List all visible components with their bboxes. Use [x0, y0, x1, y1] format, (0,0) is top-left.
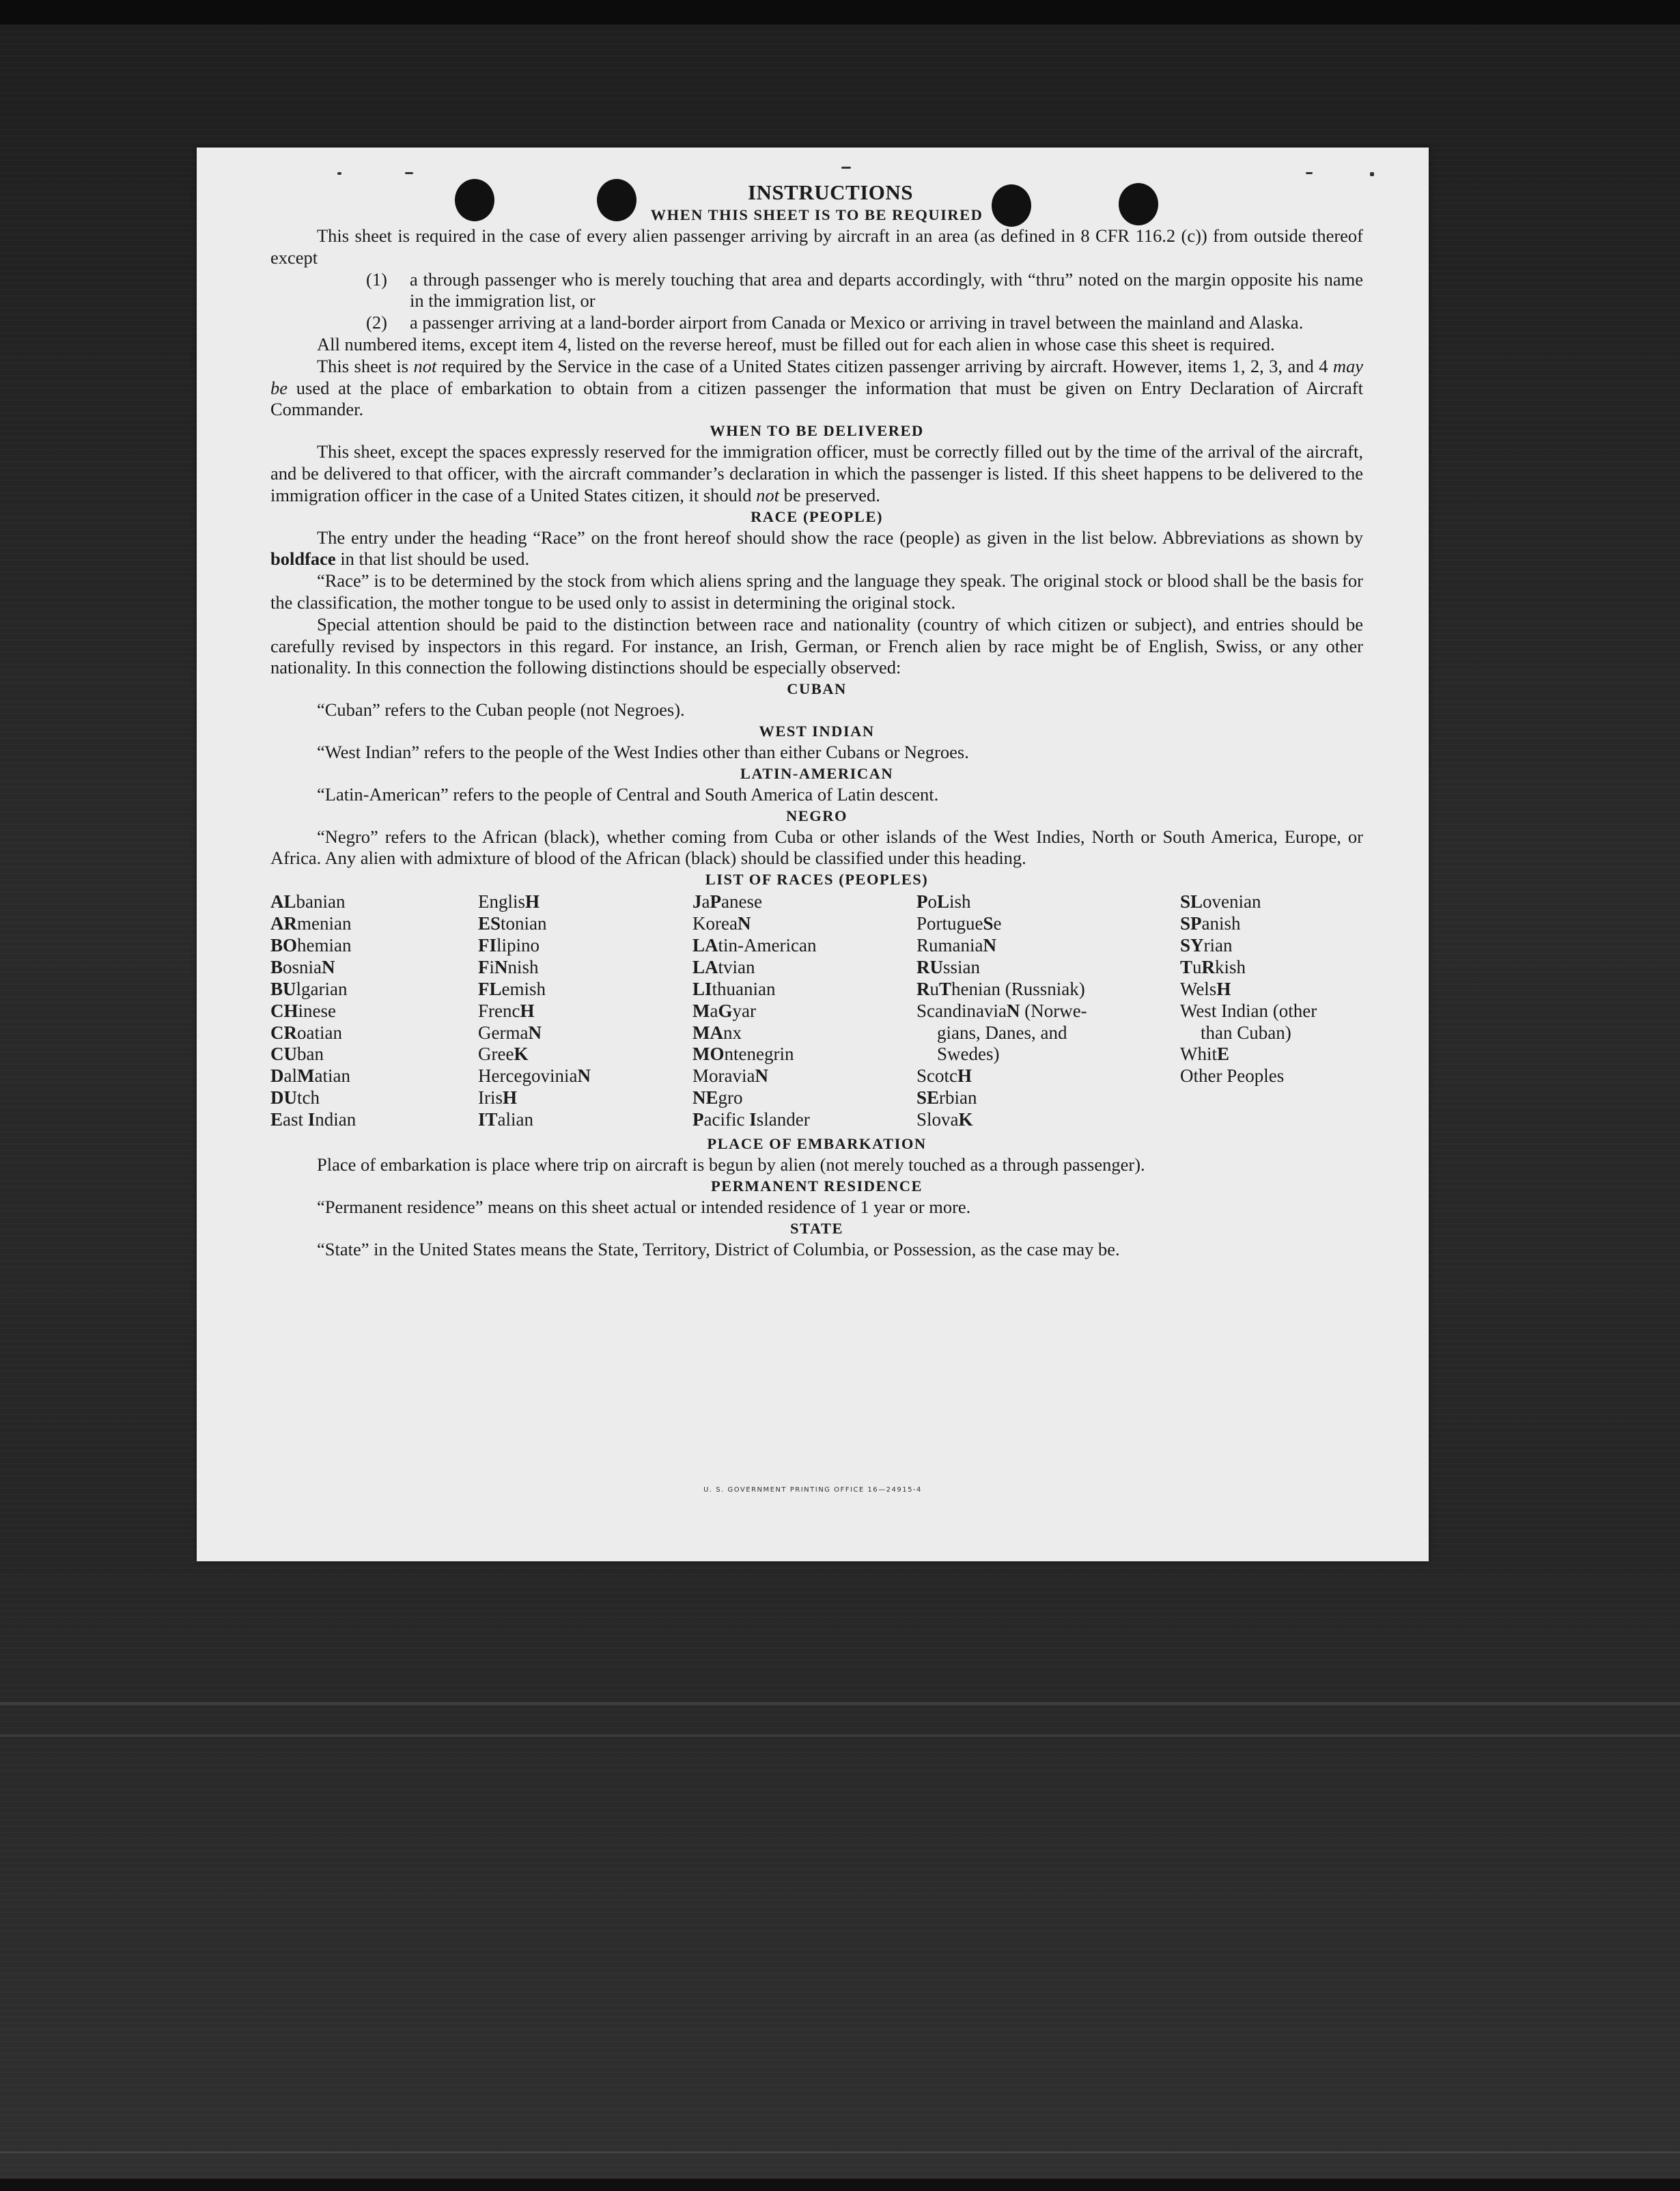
race-entry: CRoatian: [270, 1022, 342, 1043]
race-entry: RUssian: [916, 956, 980, 977]
race-entry: West Indian (other than Cuban): [1180, 1000, 1317, 1043]
race-column: [478, 891, 692, 1131]
dust-speck: [337, 172, 341, 175]
paragraph: “Race” is to be determined by the stock from which aliens spring and the language they speak. The original stock or blood shall be the basis for the classification, the mother tongue to be used only to assist in determining the original stock.: [270, 570, 1363, 613]
race-entry: DalMatian: [270, 1065, 350, 1087]
dust-speck: [841, 167, 851, 169]
race-entry: ITalian: [478, 1109, 534, 1130]
section-heading-cuban: CUBAN: [787, 680, 847, 698]
race-entry: SLovenian: [1180, 891, 1261, 912]
race-entry: EStonian: [478, 913, 547, 934]
race-entry: PortugueSe: [916, 913, 1002, 934]
race-entry: BOhemian: [270, 934, 352, 955]
race-entry: SYrian: [1180, 934, 1233, 955]
text-run: be preserved.: [779, 484, 880, 505]
section-heading-latin-american: LATIN-AMERICAN: [740, 764, 894, 782]
race-entry: WelsH: [1180, 978, 1231, 999]
item-number: (2): [366, 312, 387, 333]
race-entry: LAtin-American: [692, 934, 817, 955]
race-entry: MOntenegrin: [692, 1044, 794, 1065]
race-entry: JaPanese: [692, 891, 762, 912]
race-entry: GermaN: [478, 1022, 542, 1043]
emphasis: not: [756, 484, 780, 505]
section-heading-place-of-embarkation: PLACE OF EMBARKATION: [707, 1135, 927, 1153]
section-heading-list-of-races: LIST OF RACES (PEOPLES): [705, 871, 929, 889]
race-entry: FrencH: [478, 1000, 535, 1021]
paragraph: This sheet is required in the case of every alien passenger arriving by aircraft in an area (as defined in 8 CFR 116.2 (c)) from outside thereof except: [270, 225, 1363, 268]
race-entry: LAtvian: [692, 956, 755, 977]
race-entry: IrisH: [478, 1087, 518, 1108]
race-column: [916, 891, 1180, 1131]
section-heading-permanent-residence: PERMANENT RESIDENCE: [710, 1177, 923, 1195]
text-run: in that list should be used.: [335, 548, 530, 570]
race-entry: MoraviaN: [692, 1065, 768, 1087]
race-entry: WhitE: [1180, 1044, 1230, 1065]
section-heading-when-required: WHEN THIS SHEET IS TO BE REQUIRED: [650, 206, 983, 223]
race-entry: SErbian: [916, 1087, 977, 1108]
paragraph: [270, 356, 1363, 421]
race-column: [270, 891, 478, 1131]
section-heading-negro: NEGRO: [785, 807, 848, 824]
race-column: [692, 891, 916, 1131]
text-run: This sheet, except the spaces expressly reserved for the immigration officer, must be correctly filled out by the time of the arrival of the aircraft, and be delivered to that officer, with the aircraft commander’s declaration in which the passenger is listed. If this sheet happens to be delivered to the immigration officer in the case of a United States citizen, it should: [270, 441, 1363, 505]
race-entry: FIlipino: [478, 934, 540, 955]
paragraph: [270, 527, 1363, 571]
paragraph: Place of embarkation is place where trip on aircraft is begun by alien (not merely touched as a through passenger).: [317, 1154, 1145, 1175]
paragraph: “West Indian” refers to the people of the West Indies other than either Cubans or Negroes.: [317, 741, 969, 762]
item-text: a passenger arriving at a land-border airport from Canada or Mexico or arriving in travel between the mainland and Alaska.: [410, 312, 1304, 333]
section-heading-when-delivered: WHEN TO BE DELIVERED: [710, 422, 924, 440]
dust-speck: [1306, 172, 1313, 174]
race-entry: DUtch: [270, 1087, 320, 1108]
race-entry: HercegoviniaN: [478, 1065, 591, 1087]
race-entry: FiNnish: [478, 956, 539, 977]
paragraph: “Permanent residence” means on this sheet actual or intended residence of 1 year or more.: [317, 1196, 971, 1217]
race-entry: MaGyar: [692, 1000, 756, 1021]
race-entry: ALbanian: [270, 891, 346, 912]
emphasis: not: [413, 355, 437, 376]
race-entry: SPanish: [1180, 913, 1241, 934]
paragraph: “Cuban” refers to the Cuban people (not Negroes).: [317, 699, 685, 721]
race-entry: FLemish: [478, 978, 546, 999]
race-entry: EnglisH: [478, 891, 540, 912]
list-item: [270, 269, 1363, 313]
instructions-content: [270, 180, 1363, 1260]
race-entry: Other Peoples: [1180, 1065, 1285, 1087]
document-sheet: [197, 148, 1429, 1561]
race-entry: Pacific Islander: [692, 1109, 810, 1130]
section-heading-state: STATE: [790, 1219, 843, 1237]
race-entry: PoLish: [916, 891, 971, 912]
race-entry: NEgro: [692, 1087, 743, 1108]
dust-speck: [1370, 172, 1374, 176]
paragraph: [270, 441, 1363, 506]
race-entry: ScotcH: [916, 1065, 972, 1087]
item-text: a through passenger who is merely touching that area and departs accordingly, with “thru” noted on the margin opposite his name in the immigration list, or: [410, 268, 1363, 311]
text-run: The entry under the heading “Race” on the front hereof should show the race (people) as given in the list below. Abbreviations as shown by: [317, 527, 1363, 548]
race-entry: ScandinaviaN (Norwe- gians, Danes, and Swedes): [916, 1000, 1087, 1065]
page-title: INSTRUCTIONS: [747, 180, 913, 204]
list-item: [270, 312, 1363, 334]
emphasis: may be: [270, 355, 1363, 398]
text-run: used at the place of embarkation to obtain from a citizen passenger the information that must be given on Entry Declaration of Aircraft Commander.: [270, 377, 1363, 420]
scan-border-bottom: [0, 2179, 1680, 2191]
paragraph: “Latin-American” refers to the people of Central and South America of Latin descent.: [317, 783, 939, 805]
race-entry: RumaniaN: [916, 934, 996, 955]
race-entry: RuThenian (Russniak): [916, 978, 1085, 999]
race-entry: CUban: [270, 1044, 324, 1065]
section-heading-west-indian: WEST INDIAN: [759, 722, 875, 740]
race-column: [1180, 891, 1363, 1131]
dust-speck: [405, 172, 413, 174]
printer-imprint: U. S. GOVERNMENT PRINTING OFFICE 16—24915-4: [703, 1486, 922, 1494]
paragraph: Special attention should be paid to the distinction between race and nationality (country of which citizen or subject), and entries should be carefully revised by inspectors in this regard. For instance, an Irish, German, or French alien by race might be of English, Swiss, or any other nationality. In this connection the following distinctions should be especially observed:: [270, 613, 1363, 678]
bold-term: boldface: [270, 548, 336, 570]
race-list: [270, 891, 1363, 1131]
section-heading-race: RACE (PEOPLE): [751, 507, 883, 525]
race-entry: LIthuanian: [692, 978, 776, 999]
race-entry: East Indian: [270, 1109, 356, 1130]
race-entry: SlovaK: [916, 1109, 973, 1130]
race-entry: KoreaN: [692, 913, 751, 934]
race-entry: BosniaN: [270, 956, 335, 977]
race-entry: BUlgarian: [270, 978, 348, 999]
race-entry: ARmenian: [270, 913, 352, 934]
scan-artifact-line: [0, 1702, 1680, 1705]
paragraph: “State” in the United States means the State, Territory, District of Columbia, or Possession, as the case may be.: [317, 1238, 1120, 1259]
paragraph: “Negro” refers to the African (black), whether coming from Cuba or other islands of the West Indies, North or South America, Europe, or Africa. Any alien with admixture of blood of the African (black) should be classified under this heading.: [270, 826, 1363, 869]
paragraph: All numbered items, except item 4, listed on the reverse hereof, must be filled out for each alien in whose case this sheet is required.: [317, 333, 1275, 354]
race-entry: TuRkish: [1180, 956, 1246, 977]
scan-artifact-line: [0, 1735, 1680, 1737]
item-number: (1): [366, 268, 387, 290]
scan-border-top: [0, 0, 1680, 25]
text-run: required by the Service in the case of a United States citizen passenger arriving by aircraft. However, items 1, 2, 3, and 4: [436, 355, 1333, 376]
race-entry: MAnx: [692, 1022, 742, 1043]
text-run: This sheet is: [317, 355, 414, 376]
race-entry: CHinese: [270, 1000, 336, 1021]
scan-artifact-line: [0, 2151, 1680, 2153]
race-entry: GreeK: [478, 1044, 529, 1065]
